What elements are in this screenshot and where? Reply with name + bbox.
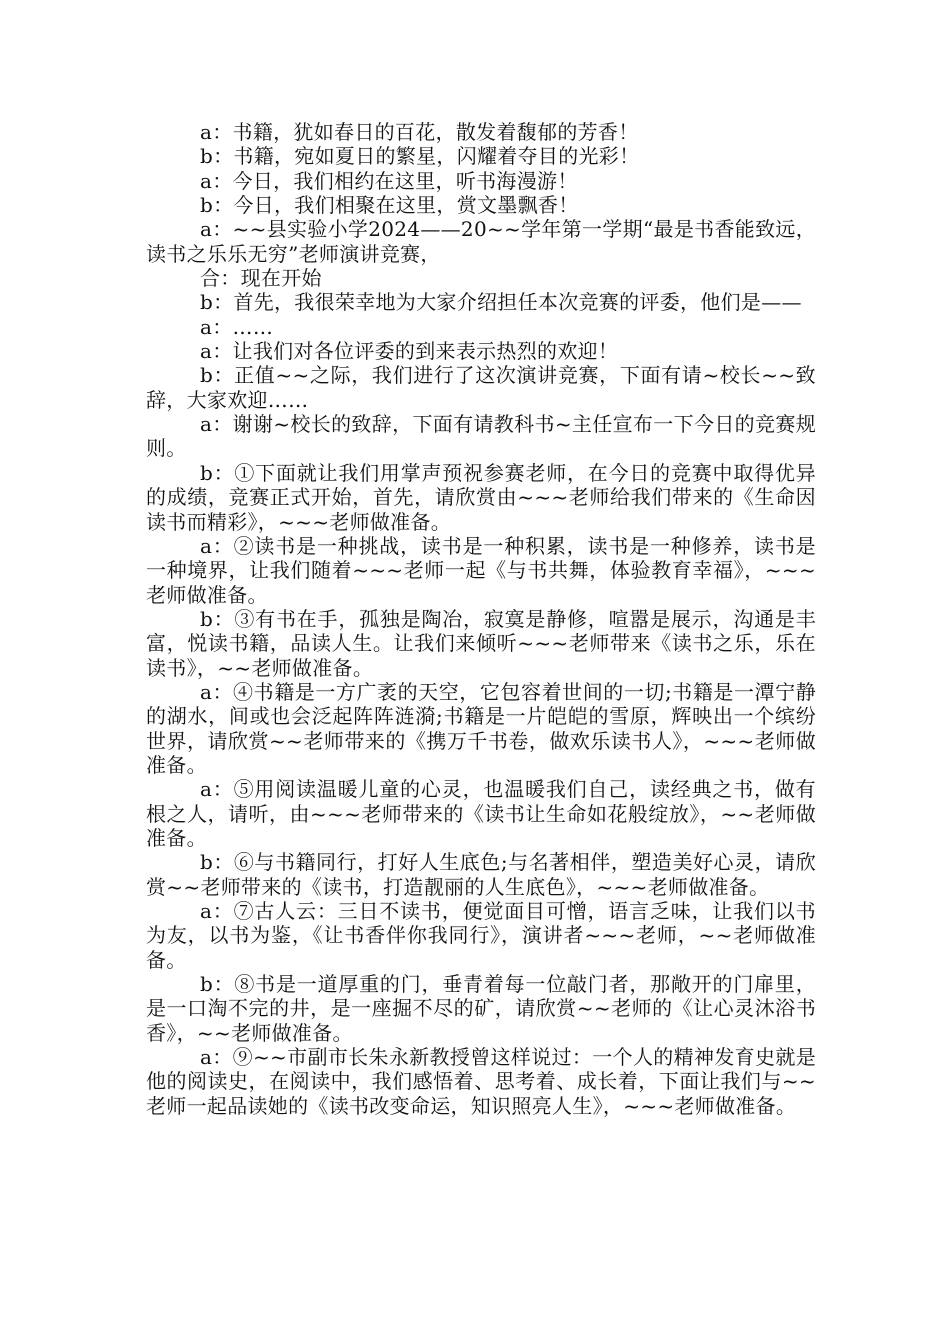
paragraph-6: 合：现在开始: [200, 266, 322, 291]
paragraph-12: b：①下面就让我们用掌声预祝参赛老师，在今日的竞赛中取得优异的成绩，竞赛正式开始，首先，请欣赏由~~~老师给我们带来的《生命因读书而精彩》，~~~老师做准备。: [146, 460, 816, 534]
paragraph-17: b：⑥与书籍同行，打好人生底色;与名著相伴，塑造美好心灵，请欣赏~~老师带来的《读书，打造靓丽的人生底色》，~~~老师做准备。: [146, 850, 816, 899]
paragraph-2: b：书籍，宛如夏日的繁星，闪耀着夺目的光彩！: [200, 144, 640, 169]
paragraph-20: a：⑨~~市副市长朱永新教授曾这样说过：一个人的精神发育史就是他的阅读史，在阅读中，我们感悟着、思考着、成长着，下面让我们与~~老师一起品读她的《读书改变命运，知识照亮人生》，~~~老师做准备。: [146, 1045, 816, 1118]
paragraph-15: a：④书籍是一方广袤的天空，它包容着世间的一切;书籍是一潭宁静的湖水，间或也会泛起阵阵涟漪;书籍是一片皑皑的雪原，辉映出一个缤纷世界，请欣赏~~老师带来的《携万千书卷，做欢乐读书人》，~~~老师做准备。: [146, 679, 816, 777]
paragraph-14: b：③有书在手，孤独是陶冶，寂寞是静修，喧嚣是展示，沟通是丰富，悦读书籍，品读人生。让我们来倾听~~~老师带来《读书之乐，乐在读书》，~~老师做准备。: [146, 606, 816, 680]
paragraph-7: b：首先，我很荣幸地为大家介绍担任本次竞赛的评委，他们是——: [200, 290, 802, 315]
paragraph-13: a：②读书是一种挑战，读书是一种积累，读书是一种修养，读书是一种境界，让我们随着~~~老师一起《与书共舞，体验教育幸福》，~~~老师做准备。: [146, 533, 816, 607]
paragraph-16: a：⑤用阅读温暖儿童的心灵，也温暖我们自己，读经典之书，做有根之人，请听，由~~~老师带来的《读书让生命如花般绽放》，~~老师做准备。: [146, 777, 816, 850]
document-body: [146, 120, 816, 1118]
paragraph-19: b：⑧书是一道厚重的门，垂青着每一位敲门者，那敞开的门扉里，是一口淘不完的井，是一座掘不尽的矿，请欣赏~~老师的《让心灵沐浴书香》，~~老师做准备。: [146, 972, 816, 1045]
paragraph-3: a：今日，我们相约在这里，听书海漫游！: [200, 168, 578, 193]
paragraph-10: b：正值~~之际，我们进行了这次演讲竞赛，下面有请~校长~~致辞，大家欢迎……: [146, 363, 816, 412]
paragraph-4: b：今日，我们相聚在这里，赏文墨飘香！: [200, 193, 579, 218]
paragraph-8: a：……: [200, 314, 274, 339]
paragraph-18: a：⑦古人云：三日不读书，便觉面目可憎，语言乏味，让我们以书为友，以书为鉴，《让书香伴你我同行》，演讲者~~~老师，~~老师做准备。: [146, 899, 816, 972]
paragraph-11: a：谢谢~校长的致辞，下面有请教科书~主任宣布一下今日的竞赛规则。: [146, 412, 816, 461]
paragraph-5: a：~~县实验小学2024——20~~学年第一学期“最是书香能致远，读书之乐乐无穷”老师演讲竞赛，: [146, 217, 816, 266]
paragraph-9: a：让我们对各位评委的到来表示热烈的欢迎！: [200, 339, 619, 364]
paragraph-1: a：书籍，犹如春日的百花，散发着馥郁的芳香！: [200, 120, 639, 144]
